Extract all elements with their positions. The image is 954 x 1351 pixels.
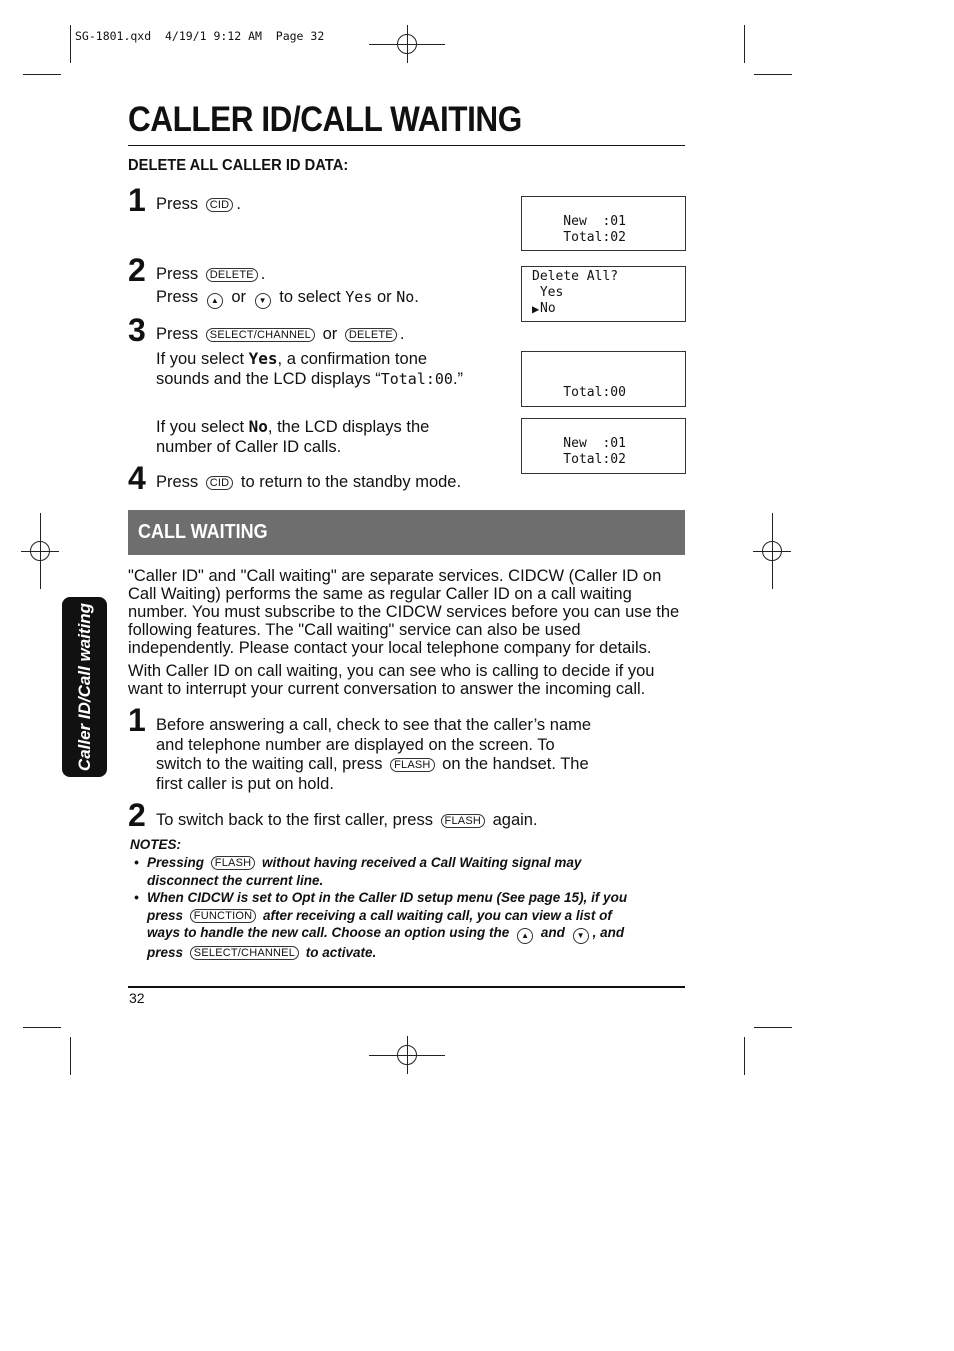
delete-key-icon: DELETE bbox=[206, 268, 258, 282]
step-text: Before answering a call, check to see that the caller’s name and telephone number are displayed on the screen. To switch to the waiting call, press FLASH on the handset. The first caller is put on hold. bbox=[156, 716, 592, 793]
bullet: • bbox=[134, 855, 139, 870]
registration-mark bbox=[388, 25, 426, 63]
step-number: 2 bbox=[128, 797, 146, 833]
crop-mark bbox=[23, 1027, 61, 1028]
function-key-icon: FUNCTION bbox=[190, 909, 256, 923]
step-text: Press CID . bbox=[156, 195, 241, 213]
step-number: 1 bbox=[128, 702, 146, 738]
cursor-arrow-icon: ▶ bbox=[532, 302, 540, 316]
notes-title: NOTES: bbox=[130, 837, 182, 852]
registration-mark bbox=[753, 532, 791, 570]
down-arrow-key-icon: ▼ bbox=[573, 928, 589, 944]
step-text: Press ▲ or ▼ to select Yes or No. bbox=[156, 288, 419, 309]
lcd-display: Total:00 bbox=[521, 351, 686, 407]
page-title: CALLER ID/CALL WAITING bbox=[128, 100, 522, 139]
side-tab bbox=[62, 597, 107, 777]
section-band bbox=[128, 510, 685, 555]
crop-mark bbox=[70, 25, 71, 63]
step-number: 2 bbox=[128, 252, 146, 288]
title-rule bbox=[128, 145, 685, 146]
step-text: If you select No, the LCD displays the number of Caller ID calls. bbox=[156, 417, 430, 456]
registration-mark bbox=[21, 532, 59, 570]
select-channel-key-icon: SELECT/CHANNEL bbox=[206, 328, 315, 342]
registration-mark bbox=[388, 1036, 426, 1074]
print-slug: SG-1801.qxd 4/19/1 9:12 AM Page 32 bbox=[75, 29, 325, 43]
flash-key-icon: FLASH bbox=[390, 758, 434, 772]
up-arrow-key-icon: ▲ bbox=[207, 293, 223, 309]
down-arrow-key-icon: ▼ bbox=[255, 293, 271, 309]
section-heading: DELETE ALL CALLER ID DATA: bbox=[128, 157, 349, 174]
flash-key-icon: FLASH bbox=[211, 856, 255, 870]
step-text: To switch back to the first caller, press FLASH again. bbox=[156, 811, 538, 829]
intro-paragraph: "Caller ID" and "Call waiting" are separate services. CIDCW (Caller ID on Call Waiting) performs the same as regular Caller ID on a call waiting number. You must subscribe to the CIDCW services before you can use the following features. The "Call waiting" service can also be used independently. Please contact your local telephone company for details. bbox=[128, 567, 680, 657]
crop-mark bbox=[744, 1037, 745, 1075]
step-text: Press SELECT/CHANNEL or DELETE . bbox=[156, 325, 405, 343]
step-text: If you select Yes, a confirmation tone sounds and the LCD displays “Total:00.” bbox=[156, 349, 464, 388]
crop-mark bbox=[744, 25, 745, 63]
side-tab-label: Caller ID/Call waiting bbox=[74, 602, 94, 772]
lcd-display: New :01 Total:02 bbox=[521, 196, 686, 251]
crop-mark bbox=[70, 1037, 71, 1075]
select-channel-key-icon: SELECT/CHANNEL bbox=[190, 946, 299, 960]
step-number: 4 bbox=[128, 460, 146, 496]
lcd-display: Delete All? Yes ▶ No bbox=[521, 266, 686, 322]
crop-mark bbox=[754, 1027, 792, 1028]
page-number: 32 bbox=[129, 990, 145, 1006]
step-number: 3 bbox=[128, 312, 146, 348]
step-text: Press DELETE . bbox=[156, 265, 266, 283]
bullet: • bbox=[134, 890, 139, 905]
up-arrow-key-icon: ▲ bbox=[517, 928, 533, 944]
crop-mark bbox=[23, 74, 61, 75]
delete-key-icon: DELETE bbox=[345, 328, 397, 342]
intro-paragraph: With Caller ID on call waiting, you can see who is calling to decide if you want to interrupt your current conversation to answer the incoming call. bbox=[128, 662, 655, 698]
step-text: Press CID to return to the standby mode. bbox=[156, 473, 462, 491]
section-band-title: CALL WAITING bbox=[138, 521, 268, 543]
cid-key-icon: CID bbox=[206, 198, 234, 212]
cid-key-icon: CID bbox=[206, 476, 234, 490]
note-item: Pressing FLASH without having received a Call Waiting signal may disconnect the current line. bbox=[147, 855, 582, 888]
lcd-display: New :01 Total:02 bbox=[521, 418, 686, 474]
crop-mark bbox=[754, 74, 792, 75]
footer-rule bbox=[128, 986, 685, 988]
step-number: 1 bbox=[128, 182, 146, 218]
flash-key-icon: FLASH bbox=[441, 814, 485, 828]
note-item: When CIDCW is set to Opt in the Caller ID setup menu (See page 15), if you press FUNCTION after receiving a call waiting call, you can view a list of ways to handle the new call. Choose an option using the ▲ and ▼ , and press SELECT/CHANNEL to activate. bbox=[147, 890, 628, 960]
